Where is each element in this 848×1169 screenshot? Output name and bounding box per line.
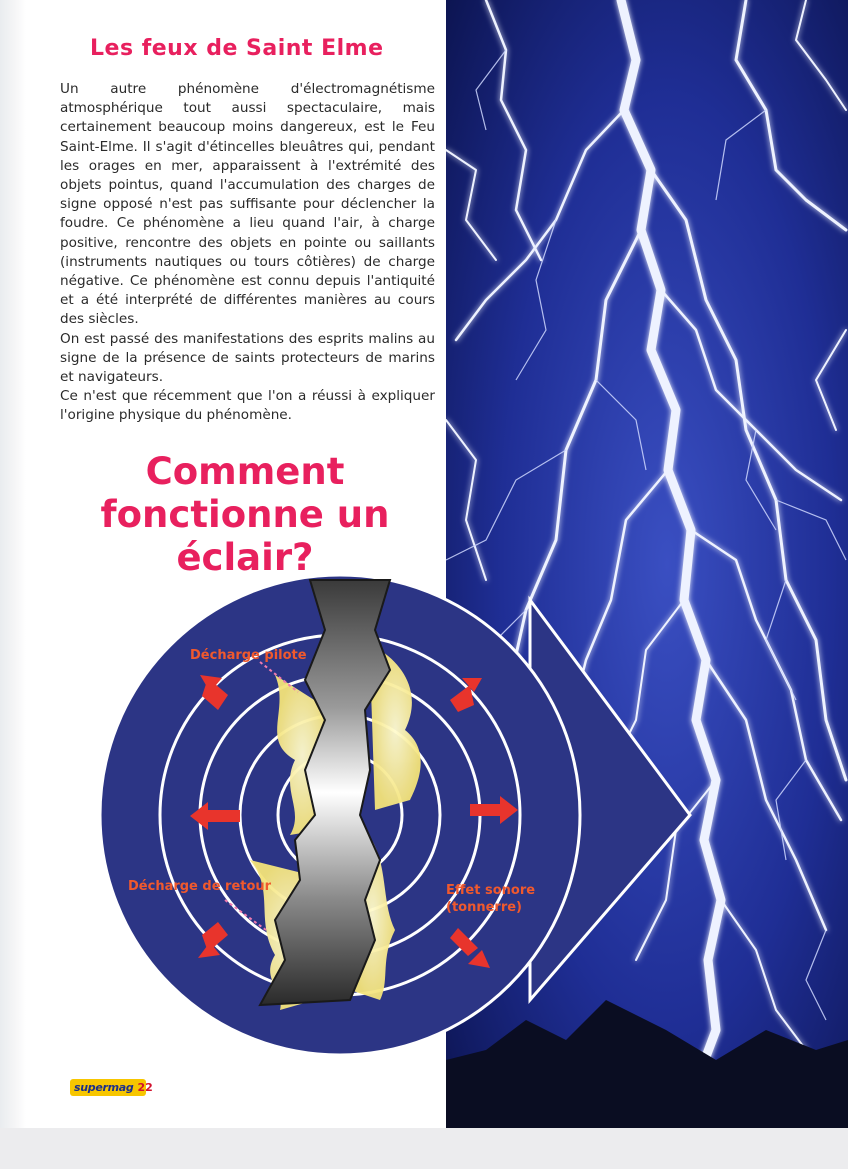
brand-logo: supermag xyxy=(74,1081,134,1094)
page-number: 22 xyxy=(137,1081,153,1094)
article-paragraph: On est passé des manifestations des esprits malins au signe de la présence de saints protecteurs de marins et navigateurs. xyxy=(60,330,435,386)
lightning-diagram xyxy=(90,560,710,1060)
section-heading-line: fonctionne un xyxy=(100,493,390,536)
label-pilot-discharge: Décharge pilote xyxy=(190,648,307,663)
paper-edge xyxy=(0,0,26,1169)
label-return-discharge: Décharge de retour xyxy=(128,879,272,894)
paper-bottom-edge xyxy=(0,1128,848,1169)
label-sound-effect xyxy=(446,882,535,916)
section-heading-line: Comment xyxy=(145,450,345,493)
article-paragraph: Ce n'est que récemment que l'on a réussi à expliquer l'origine physique du phénomène. xyxy=(60,388,435,424)
label-sound-effect-line: Effet sonore xyxy=(446,883,536,898)
article-body xyxy=(60,80,435,426)
article-title: Les feux de Saint Elme xyxy=(90,36,384,61)
footer-badge xyxy=(70,1079,153,1096)
section-heading-line: éclair? xyxy=(176,536,314,579)
article-paragraph: Un autre phénomène d'électromagnétisme atmosphérique tout aussi spectaculaire, mais certainement beaucoup moins dangereux, est le Feu Saint-Elme. Il s'agit d'étincelles bleuâtres qui, pendant les orages en mer, apparaissent à l'extrémité des objets pointus, quand l'accumulation des charges de signe opposé n'est pas suffisante pour déclencher la foudre. Ce phénomène a lieu quand l'air, à charge positive, rencontre des objets en pointe ou saillants (instruments nautiques ou tours côtières) de charge négative. Ce phénomène est connu depuis l'antiquité et a été interprété de différentes manières au cours des siècles. xyxy=(60,81,435,328)
label-sound-effect-line: (tonnerre) xyxy=(446,900,522,915)
